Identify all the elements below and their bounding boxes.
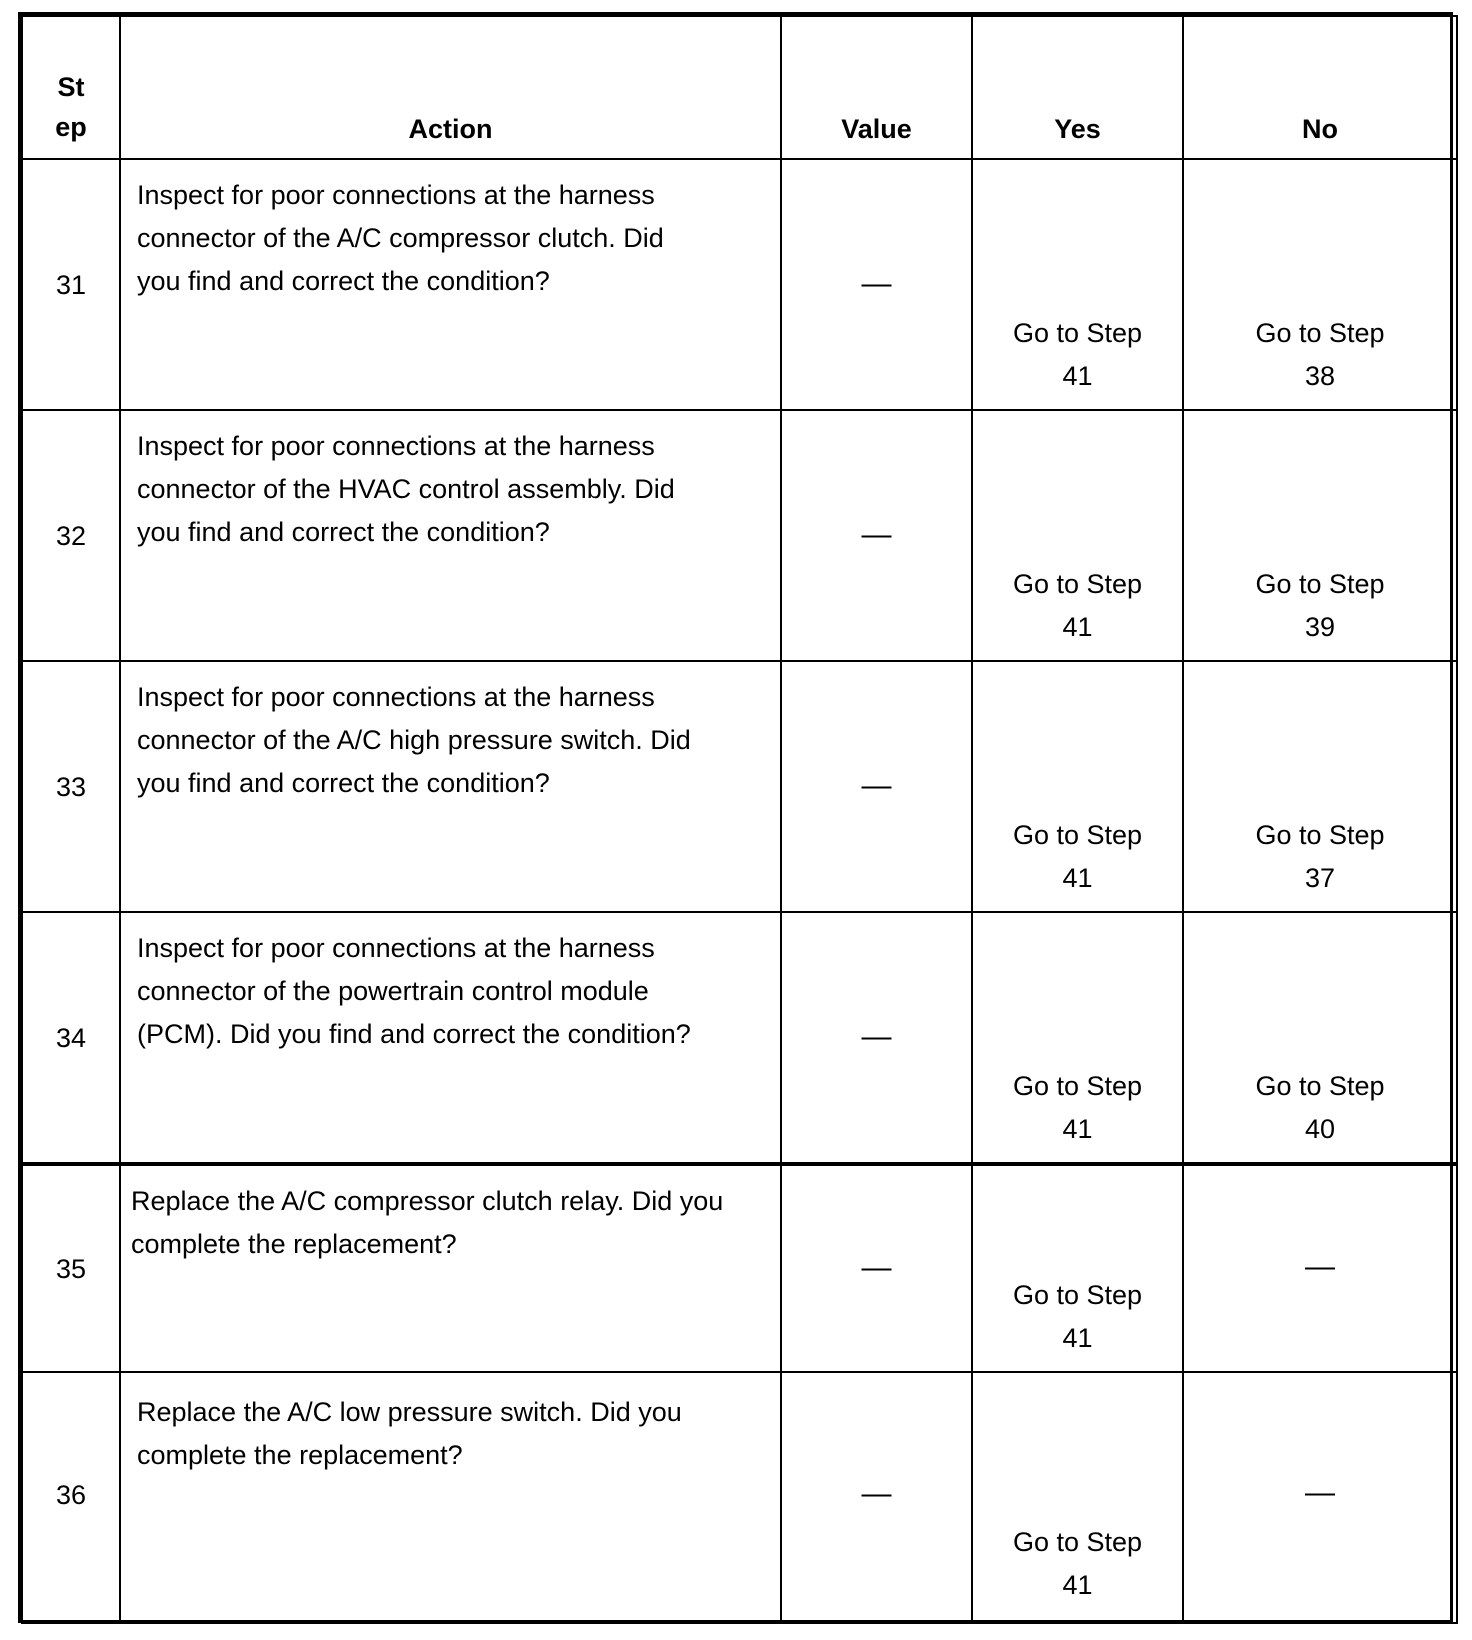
step-cell (22, 410, 120, 661)
value-cell (781, 1164, 972, 1372)
value-cell (781, 159, 972, 410)
action-cell (120, 410, 781, 661)
action-text: Inspect for poor connections at the harness connector of the powertrain control module (PCM). Did you find and correct the condition? (137, 933, 691, 1049)
yes-cell (972, 159, 1183, 410)
value-text: — (861, 1250, 892, 1284)
header-action (120, 16, 781, 159)
no-goto-text: Go to Step 37 (1255, 820, 1385, 893)
yes-goto-text: Go to Step 41 (1012, 1280, 1143, 1353)
step-cell (22, 661, 120, 912)
table-row (22, 661, 1457, 912)
no-goto-text: Go to Step 39 (1255, 569, 1385, 642)
step-number: 31 (55, 269, 87, 300)
no-goto-text: — (1305, 1249, 1335, 1283)
no-cell (1183, 912, 1457, 1164)
yes-goto-text: Go to Step 41 (1012, 569, 1143, 642)
header-step-label: St ep (55, 72, 87, 142)
table-row (22, 1164, 1457, 1372)
no-goto-text: — (1305, 1475, 1335, 1509)
diagnostic-table-wrapper (18, 12, 1453, 1623)
header-no (1183, 16, 1457, 159)
value-text: — (861, 1019, 892, 1053)
yes-cell (972, 1164, 1183, 1372)
header-action-label: Action (408, 114, 493, 144)
value-text: — (861, 266, 892, 300)
header-value-label: Value (841, 114, 912, 144)
action-text: Replace the A/C compressor clutch relay. Did you complete the replacement? (131, 1186, 724, 1259)
yes-goto-text: Go to Step 41 (1012, 1071, 1143, 1144)
yes-cell (972, 912, 1183, 1164)
yes-cell (972, 410, 1183, 661)
value-text: — (861, 768, 892, 802)
value-cell (781, 912, 972, 1164)
step-number: 33 (55, 771, 87, 802)
step-number: 34 (55, 1022, 87, 1053)
value-cell (781, 661, 972, 912)
no-goto-text: Go to Step 40 (1255, 1071, 1385, 1144)
yes-cell (972, 1372, 1183, 1623)
table-row (22, 1372, 1457, 1623)
yes-cell (972, 661, 1183, 912)
action-text: Inspect for poor connections at the harness connector of the A/C high pressure switch. Did you find and correct the condition? (137, 682, 691, 798)
step-cell (22, 1372, 120, 1623)
action-text: Inspect for poor connections at the harness connector of the HVAC control assembly. Did you find and correct the condition? (137, 431, 675, 547)
action-cell (120, 912, 781, 1164)
no-cell (1183, 1372, 1457, 1623)
no-cell (1183, 661, 1457, 912)
no-cell (1183, 1164, 1457, 1372)
step-cell (22, 1164, 120, 1372)
value-cell (781, 410, 972, 661)
no-goto-text: Go to Step 38 (1255, 318, 1385, 391)
value-text: — (861, 1477, 892, 1511)
step-cell (22, 159, 120, 410)
step-number: 35 (55, 1253, 87, 1284)
step-cell (22, 912, 120, 1164)
action-cell (120, 1372, 781, 1623)
no-cell (1183, 159, 1457, 410)
value-cell (781, 1372, 972, 1623)
header-no-label: No (1302, 114, 1338, 144)
action-text: Inspect for poor connections at the harness connector of the A/C compressor clutch. Did you find and correct the condition? (137, 180, 664, 296)
yes-goto-text: Go to Step 41 (1012, 820, 1143, 893)
header-yes-label: Yes (1054, 114, 1101, 144)
action-cell (120, 661, 781, 912)
value-text: — (861, 517, 892, 551)
action-text: Replace the A/C low pressure switch. Did you complete the replacement? (137, 1397, 682, 1470)
action-cell (120, 1164, 781, 1372)
yes-goto-text: Go to Step 41 (1012, 1527, 1143, 1600)
table-row (22, 410, 1457, 661)
action-cell (120, 159, 781, 410)
header-row (22, 16, 1457, 159)
header-step (22, 16, 120, 159)
table-row (22, 159, 1457, 410)
no-cell (1183, 410, 1457, 661)
step-number: 32 (55, 520, 87, 551)
diagnostic-steps-table (21, 15, 1458, 1624)
table-row (22, 912, 1457, 1164)
header-value (781, 16, 972, 159)
step-number: 36 (55, 1480, 87, 1510)
yes-goto-text: Go to Step 41 (1012, 318, 1143, 391)
header-yes (972, 16, 1183, 159)
